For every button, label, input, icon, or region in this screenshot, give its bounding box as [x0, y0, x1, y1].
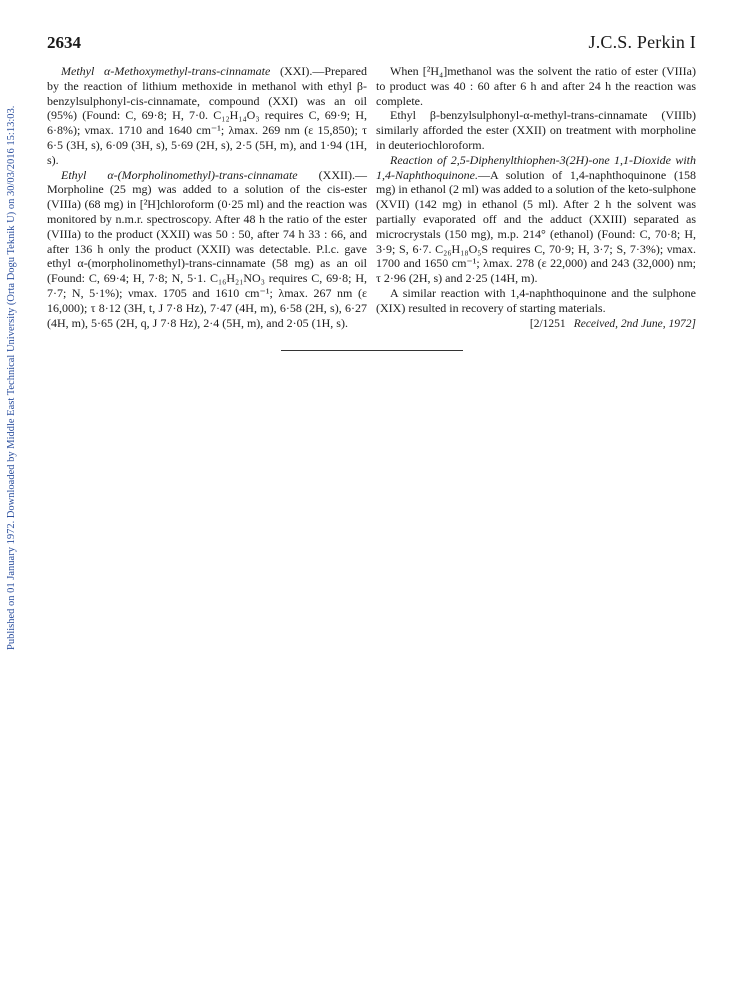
download-watermark [4, 70, 22, 650]
end-rule [281, 350, 463, 351]
reference-code: [2/1251 [529, 317, 566, 330]
paragraph-text: (XXII).—Morpholine (25 mg) was added to a solution of the cis-ester (VIIIa) (68 mg) in [²H]chloroform (0·25 ml) and the reaction was monitored by n.m.r. spectroscopy. After 48 h the ratio of the ester (VIIIa) to the product (XXII) was 50 : 50, after 74 h 33 : 66, and after 136 h only the product (XXII) was detectable. P.l.c. gave ethyl α-(morpholinomethyl)-trans-cinnamate (58 mg) as an oil (Found: C, 69·4; H, 7·8; N, 5·1. C₁₆H₂₁NO₃ requires C, 69·8; H, 7·7; N, 5·1%); νmax. 1705 and 1610 cm⁻¹; λmax. 267 nm (ε 16,000); τ 8·12 (3H, t, J 7·8 Hz), 7·47 (4H, m), 6·58 (2H, s), 6·27 (4H, m), 5·65 (2H, q, J 7·8 Hz), 2·4 (5H, m), and 2·05 (1H, s). [47, 167, 367, 330]
download-watermark-text: Published on 01 January 1972. Downloaded by Middle East Technical University (Orta Dogu Teknik U) on 30/03/2016 15:13:03. [6, 105, 17, 650]
paragraph-ethyl-methyl-cinnamate: Ethyl β-benzylsulphonyl-α-methyl-trans-cinnamate (VIIIb) similarly afforded the ester (XXII) on treatment with morpholine in deuteriochloroform. [376, 108, 696, 152]
received-line [376, 317, 696, 332]
compound-heading: Ethyl α-(Morpholinomethyl)-trans-cinnamate [61, 167, 298, 182]
paragraph-ethyl-morpholinomethyl [47, 168, 367, 331]
right-column [376, 64, 696, 331]
journal-title: J.C.S. Perkin I [588, 32, 696, 52]
left-column [47, 64, 367, 330]
reaction-heading: Reaction of 2,5-Diphenylthiophen-3(2H)-one 1,1-Dioxide with 1,4-Naphthoquinone. [376, 152, 696, 182]
compound-heading: Methyl α-Methoxymethyl-trans-cinnamate [61, 64, 271, 78]
paragraph-methyl-cinnamate [47, 64, 367, 168]
received-date: Received, 2nd June, 1972] [573, 317, 696, 330]
paragraph-reaction-naphthoquinone [376, 153, 696, 286]
paragraph-similar-reaction: A similar reaction with 1,4-naphthoquinone and the sulphone (XIX) resulted in recovery of starting materials. [376, 285, 696, 315]
paragraph-text: —A solution of 1,4-naphthoquinone (158 mg) in ethanol (2 ml) was added to a solution of the keto-sulphone (XVII) (142 mg) in ethanol (5 ml). After 2 h the solvent was partially evaporated off and the adduct (XXIII) separated as microcrystals (150 mg), m.p. 214° (ethanol) (Found: C, 70·8; H, 3·9; S, 6·7. C₂₆H₁₈O₅S requires C, 70·9; H, 3·7; S, 7·3%); νmax. 1700 and 1650 cm⁻¹; λmax. 278 (ε 22,000) and 243 (32,000) nm; τ 2·96 (2H, s) and 2·25 (14H, m). [376, 167, 696, 286]
paragraph-text: (XXI).—Prepared by the reaction of lithium methoxide in methanol with ethyl β-benzylsulphonyl-cis-cinnamate, compound (XXI) was an oil (95%) (Found: C, 69·8; H, 7·0. C₁₂H₁₄O₃ requires C, 69·9; H, 6·8%); νmax. 1710 and 1640 cm⁻¹; λmax. 269 nm (ε 15,850); τ 6·5 (3H, s), 6·09 (3H, s), 5·69 (2H, s), 2·5 (5H, m), and 1·94 (1H, s). [47, 64, 367, 167]
paragraph-solvent-ratio: When [²H₄]methanol was the solvent the ratio of ester (VIIIa) to product was 40 : 60 after 6 h and after 24 h the reaction was complete. [376, 64, 696, 108]
page-number: 2634 [47, 33, 81, 52]
